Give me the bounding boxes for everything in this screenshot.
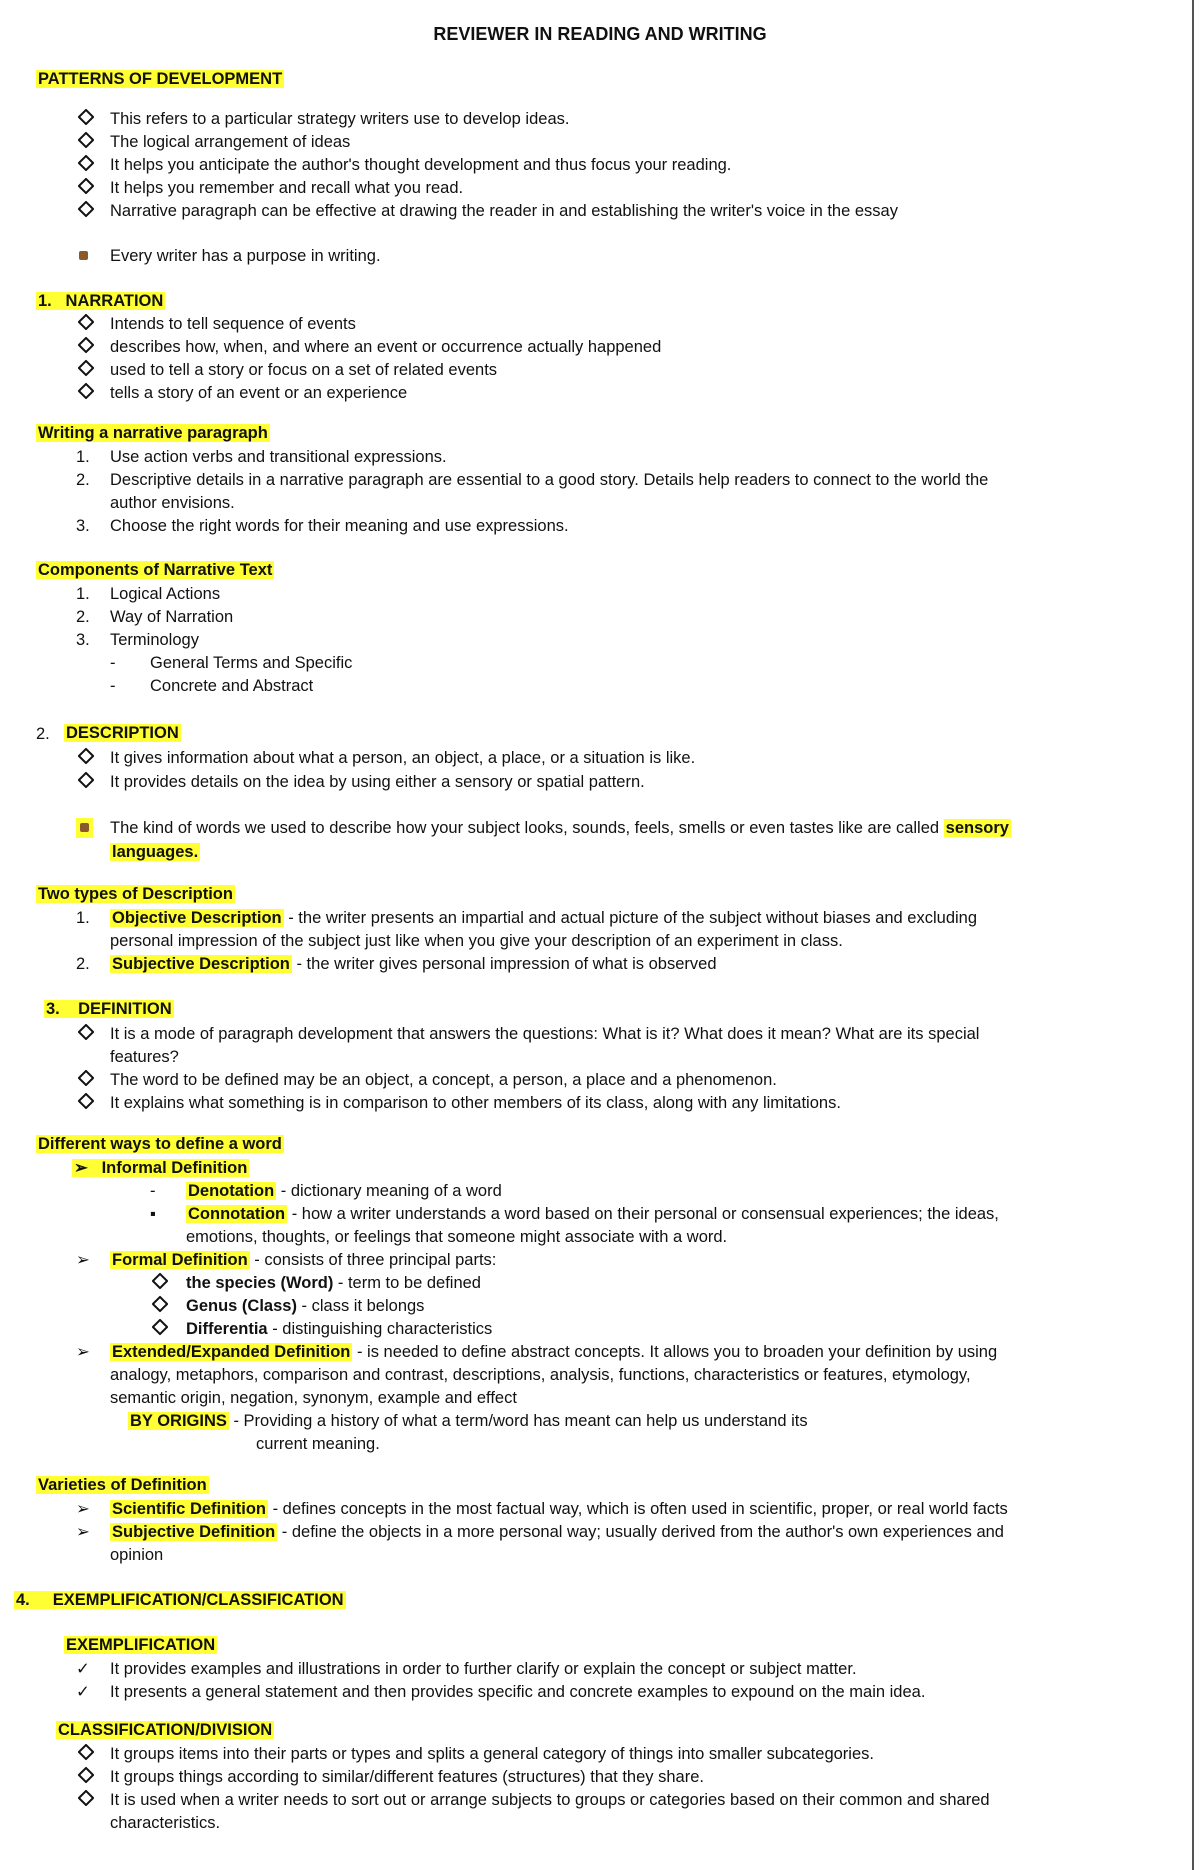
classification-item: It is used when a writer needs to sort out or arrange subjects to groups or categories based on their common and shared [110, 1791, 990, 1809]
extended-continuation: semantic origin, negation, synonym, example and effect [110, 1389, 517, 1407]
diamond-bullet-icon [80, 132, 92, 152]
classification-item: It groups things according to similar/different features (structures) that they share. [110, 1768, 704, 1786]
classification-item-continuation: characteristics. [110, 1814, 221, 1832]
list-number: 2. [76, 608, 90, 626]
dash-bullet: - [110, 654, 116, 672]
terminology-subitem: Concrete and Abstract [150, 677, 314, 695]
component-item: Terminology [110, 631, 199, 649]
diamond-bullet-icon [154, 1296, 166, 1316]
connotation-item: Connotation - how a writer understands a word based on their personal or consensual experiences; the ideas, [188, 1205, 999, 1223]
diamond-bullet-icon [80, 314, 92, 334]
diamond-bullet-icon [80, 1790, 92, 1810]
objective-description-item: Objective Description - the writer presents an impartial and actual picture of the subject without biases and excluding [112, 909, 978, 927]
two-types-heading: Two types of Description [38, 885, 233, 903]
description-number: 2. [36, 725, 50, 743]
description-heading: DESCRIPTION [66, 724, 179, 742]
narration-bullet: Intends to tell sequence of events [110, 315, 356, 333]
dash-bullet: - [110, 677, 116, 695]
formal-part-item: the species (Word) - term to be defined [186, 1274, 481, 1292]
definition-bullet-continuation: features? [110, 1048, 179, 1066]
writing-item: Choose the right words for their meaning and use expressions. [110, 517, 569, 535]
writing-item: Use action verbs and transitional expressions. [110, 448, 447, 466]
diamond-bullet-icon [80, 1024, 92, 1044]
terminology-subitem: General Terms and Specific [150, 654, 353, 672]
diamond-bullet-icon [80, 1070, 92, 1090]
narration-bullet: tells a story of an event or an experience [110, 384, 408, 402]
classification-item: It groups items into their parts or types and splits a general category of things into smaller subcategories. [110, 1745, 874, 1763]
definition-bullet: It explains what something is in comparison to other members of its class, along with any limitations. [110, 1094, 841, 1112]
definition-bullet: It is a mode of paragraph development that answers the questions: What is it? What does it mean? What are its special [110, 1025, 980, 1043]
description-bullet: It gives information about what a person, an object, a place, or a situation is like. [110, 749, 696, 767]
diamond-bullet-icon [80, 337, 92, 357]
list-number: 2. [76, 955, 90, 973]
patterns-bullet: It helps you anticipate the author's thought development and thus focus your reading. [110, 156, 732, 174]
diamond-bullet-icon [80, 201, 92, 221]
checkmark-icon: ✓ [76, 1660, 90, 1678]
writing-item-continuation: author envisions. [110, 494, 235, 512]
list-number: 1. [76, 909, 90, 927]
definition-heading: 3. DEFINITION [46, 1000, 172, 1018]
dash-bullet: - [150, 1182, 156, 1200]
arrow-bullet: ➢ [76, 1251, 90, 1269]
diamond-bullet-icon [80, 155, 92, 175]
formal-part-item: Differentia - distinguishing characteristics [186, 1320, 493, 1338]
patterns-bullet: Narrative paragraph can be effective at drawing the reader in and establishing the writer's voice in the essay [110, 202, 898, 220]
writing-item: Descriptive details in a narrative paragraph are essential to a good story. Details help readers to connect to the world the [110, 471, 989, 489]
subjective-definition-continuation: opinion [110, 1546, 164, 1564]
diamond-bullet-icon [80, 109, 92, 129]
definition-bullet: The word to be defined may be an object, a concept, a person, a place and a phenomenon. [110, 1071, 777, 1089]
formal-definition-item: Formal Definition - consists of three principal parts: [112, 1251, 497, 1269]
sensory-note: The kind of words we used to describe how your subject looks, sounds, feels, smells or even tastes like are called sensory [110, 819, 1009, 837]
extended-definition-item: Extended/Expanded Definition - is needed to define abstract concepts. It allows you to broaden your definition by using [112, 1343, 998, 1361]
diamond-bullet-icon [80, 748, 92, 768]
diamond-bullet-icon [80, 1093, 92, 1113]
exemplification-item: It provides examples and illustrations in order to further clarify or explain the concept or subject matter. [110, 1660, 857, 1678]
by-origins-continuation: current meaning. [256, 1435, 380, 1453]
arrow-bullet: ➢ [76, 1500, 90, 1518]
diamond-bullet-icon [80, 383, 92, 403]
exemplification-heading: EXEMPLIFICATION [66, 1636, 216, 1654]
scientific-definition-item: Scientific Definition - defines concepts in the most factual way, which is often used in scientific, proper, or real world facts [112, 1500, 1008, 1518]
description-bullet: It provides details on the idea by using either a sensory or spatial pattern. [110, 773, 645, 791]
informal-definition-item: ➢ Informal Definition [74, 1159, 248, 1177]
list-number: 3. [76, 631, 90, 649]
extended-continuation: analogy, metaphors, comparison and contrast, descriptions, analysis, functions, characteristics or features, etymology, [110, 1366, 971, 1384]
hand-pointer-icon [76, 818, 93, 838]
arrow-bullet: ➢ [76, 1343, 90, 1361]
dot-bullet: ▪ [150, 1205, 156, 1223]
exemplification-item: It presents a general statement and then provides specific and concrete examples to expound on the main idea. [110, 1683, 926, 1701]
diamond-bullet-icon [154, 1319, 166, 1339]
list-number: 3. [76, 517, 90, 535]
narration-bullet: describes how, when, and where an event or occurrence actually happened [110, 338, 662, 356]
varieties-heading: Varieties of Definition [38, 1476, 207, 1494]
subjective-description-item: Subjective Description - the writer gives personal impression of what is observed [112, 955, 717, 973]
diamond-bullet-icon [80, 1767, 92, 1787]
list-number: 1. [76, 448, 90, 466]
denotation-item: Denotation - dictionary meaning of a word [188, 1182, 502, 1200]
component-item: Logical Actions [110, 585, 221, 603]
narration-heading: 1. NARRATION [38, 292, 164, 310]
objective-description-continuation: personal impression of the subject just like when you give your description of an experiment in class. [110, 932, 843, 950]
diamond-bullet-icon [80, 1744, 92, 1764]
patterns-bullet: This refers to a particular strategy writers use to develop ideas. [110, 110, 570, 128]
ways-heading: Different ways to define a word [38, 1135, 282, 1153]
by-origins-item: BY ORIGINS - Providing a history of what a term/word has meant can help us understand its [130, 1412, 808, 1430]
diamond-bullet-icon [154, 1273, 166, 1293]
checkmark-icon: ✓ [76, 1683, 90, 1701]
diamond-bullet-icon [80, 178, 92, 198]
component-item: Way of Narration [110, 608, 234, 626]
narration-bullet: used to tell a story or focus on a set of related events [110, 361, 498, 379]
sensory-note-continuation: languages. [112, 843, 199, 861]
patterns-note: Every writer has a purpose in writing. [110, 247, 381, 265]
patterns-heading: PATTERNS OF DEVELOPMENT [38, 70, 283, 88]
exemplification-classification-heading: 4. EXEMPLIFICATION/CLASSIFICATION [16, 1591, 344, 1609]
diamond-bullet-icon [80, 772, 92, 792]
formal-part-item: Genus (Class) - class it belongs [186, 1297, 425, 1315]
writing-narrative-heading: Writing a narrative paragraph [38, 424, 268, 442]
page-edge-line [1192, 0, 1194, 1870]
arrow-bullet: ➢ [76, 1523, 90, 1541]
list-number: 1. [76, 585, 90, 603]
classification-heading: CLASSIFICATION/DIVISION [58, 1721, 273, 1739]
list-number: 2. [76, 471, 90, 489]
connotation-continuation: emotions, thoughts, or feelings that someone might associate with a word. [186, 1228, 728, 1246]
subjective-definition-item: Subjective Definition - define the objects in a more personal way; usually derived from the author's own experiences and [112, 1523, 1004, 1541]
components-heading: Components of Narrative Text [38, 561, 273, 579]
document-title: REVIEWER IN READING AND WRITING [433, 24, 767, 44]
patterns-bullet: It helps you remember and recall what you read. [110, 179, 464, 197]
diamond-bullet-icon [80, 360, 92, 380]
patterns-bullet: The logical arrangement of ideas [110, 133, 351, 151]
hand-pointer-icon [79, 246, 88, 266]
